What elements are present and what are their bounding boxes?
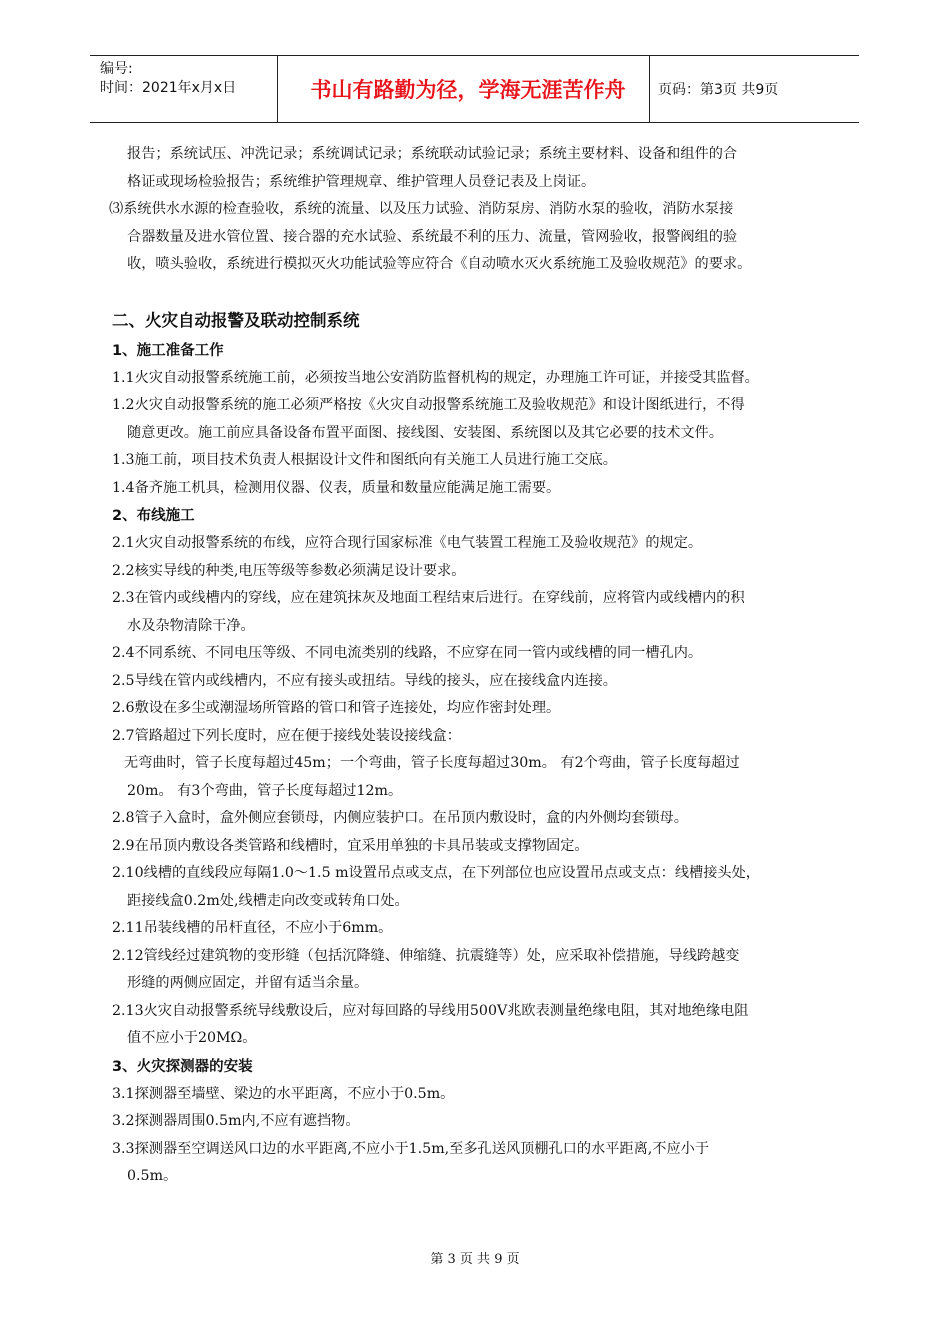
text-line: 2.6敷设在多尘或潮湿场所管路的管口和管子连接处，均应作密封处理。: [112, 700, 561, 716]
text-line: 2.2核实导线的种类,电压等级等参数必须满足设计要求。: [112, 562, 466, 579]
document-body: [109, 141, 857, 1191]
subsection-heading: 2、布线施工: [112, 508, 195, 524]
header-divider: [277, 56, 278, 122]
text-line: 1.4备齐施工机具，检测用仪器、仪表，质量和数量应能满足施工需要。: [112, 479, 561, 496]
text-line: 随意更改。施工前应具备设备布置平面图、接线图、安装图、系统图以及其它必要的技术文件。: [127, 424, 723, 441]
text-line: 1.2火灾自动报警系统的施工必须严格按《火灾自动报警系统施工及验收规范》和设计图纸进行，不得: [112, 397, 745, 413]
text-line: 2.3在管内或线槽内的穿线，应在建筑抹灰及地面工程结束后进行。在穿线前，应将管内或线槽内的积: [112, 590, 745, 606]
text-line: 20m。 有3个弯曲，管子长度每超过12m。: [127, 782, 403, 799]
text-line: 2.9在吊顶内敷设各类管路和线槽时，宜采用单独的卡具吊装或支撑物固定。: [112, 837, 589, 854]
text-line: 3.2探测器周围0.5m内,不应有遮挡物。: [112, 1113, 360, 1129]
text-line: 2.12管线经过建筑物的变形缝（包括沉降缝、伸缩缝、抗震缝等）处，应采取补偿措施，导线跨越变: [112, 947, 740, 964]
text-line: 1.3施工前，项目技术负责人根据设计文件和图纸向有关施工人员进行施工交底。: [112, 452, 617, 468]
text-line: 报告；系统试压、冲洗记录；系统调试记录；系统联动试验记录；系统主要材料、设备和组件的合: [127, 146, 738, 162]
subsection-heading: 3、火灾探测器的安装: [112, 1058, 253, 1075]
text-line: 2.11吊装线槽的吊杆直径，不应小于6mm。: [112, 920, 393, 936]
text-line: 2.5导线在管内或线槽内，不应有接头或扭结。导线的接头，应在接线盒内连接。: [112, 672, 617, 689]
header-meta: [100, 60, 236, 98]
text-line: 2.7管路超过下列长度时，应在便于接线处装设接线盒：: [112, 727, 461, 744]
header-page-info: 页码：第3页 共9页: [658, 82, 779, 98]
header-divider: [649, 56, 650, 122]
text-line: 距接线盒0.2m处,线槽走向改变或转角口处。: [127, 892, 409, 909]
section-heading: 二、火灾自动报警及联动控制系统: [112, 310, 360, 330]
subsection-heading: 1、施工准备工作: [112, 342, 224, 359]
page-footer: 第 3 页 共 9 页: [430, 1252, 520, 1267]
text-line: 3.1探测器至墙壁、梁边的水平距离，不应小于0.5m。: [112, 1085, 455, 1102]
text-line: 收，喷头验收，系统进行模拟灭火功能试验等应符合《自动喷水灭火系统施工及验收规范》的要求。: [127, 256, 752, 272]
text-line: ⑶系统供水水源的检查验收，系统的流量、以及压力试验、消防泵房、消防水泵的验收，消防水泵接: [109, 201, 734, 217]
text-line: 水及杂物清除干净。: [127, 617, 255, 634]
text-line: 2.4不同系统、不同电压等级、不同电流类别的线路，不应穿在同一管内或线槽的同一槽孔内。: [112, 645, 703, 661]
header-motto: 书山有路勤为径，学海无涯苦作舟: [310, 78, 626, 102]
document-time-label: 时间：2021年x月x日: [100, 80, 237, 96]
text-line: 值不应小于20MΩ。: [127, 1030, 257, 1046]
text-line: 0.5m。: [127, 1168, 178, 1184]
page-header: [90, 55, 859, 123]
text-line: 2.1火灾自动报警系统的布线，应符合现行国家标准《电气装置工程施工及验收规范》的规定。: [112, 535, 703, 551]
document-number-label: 编号:: [100, 61, 133, 77]
text-line: 无弯曲时，管子长度每超过45m；一个弯曲，管子长度每超过30m。 有2个弯曲，管子长度每超过: [124, 755, 740, 771]
text-line: 形缝的两侧应固定，并留有适当余量。: [127, 975, 369, 991]
text-line: 格证或现场检验报告；系统维护管理规章、维护管理人员登记表及上岗证。: [127, 173, 596, 190]
text-line: 2.10线槽的直线段应每隔1.0～1.5 m设置吊点或支点，在下列部位也应设置吊点或支点：线槽接头处，: [112, 865, 760, 881]
text-line: 合器数量及进水管位置、接合器的充水试验、系统最不利的压力、流量，管网验收，报警阀组的验: [127, 228, 738, 245]
text-line: 2.13火灾自动报警系统导线敷设后，应对每回路的导线用500V兆欧表测量绝缘电阻，其对地绝缘电阻: [112, 1002, 749, 1019]
text-line: 3.3探测器至空调送风口边的水平距离,不应小于1.5m,至多孔送风顶棚孔口的水平距离,不应小于: [112, 1140, 710, 1157]
text-line: 2.8管子入盒时，盒外侧应套锁母，内侧应装护口。在吊顶内敷设时，盒的内外侧均套锁母。: [112, 810, 688, 826]
text-line: 1.1火灾自动报警系统施工前，必须按当地公安消防监督机构的规定，办理施工许可证，并接受其监督。: [112, 369, 759, 386]
